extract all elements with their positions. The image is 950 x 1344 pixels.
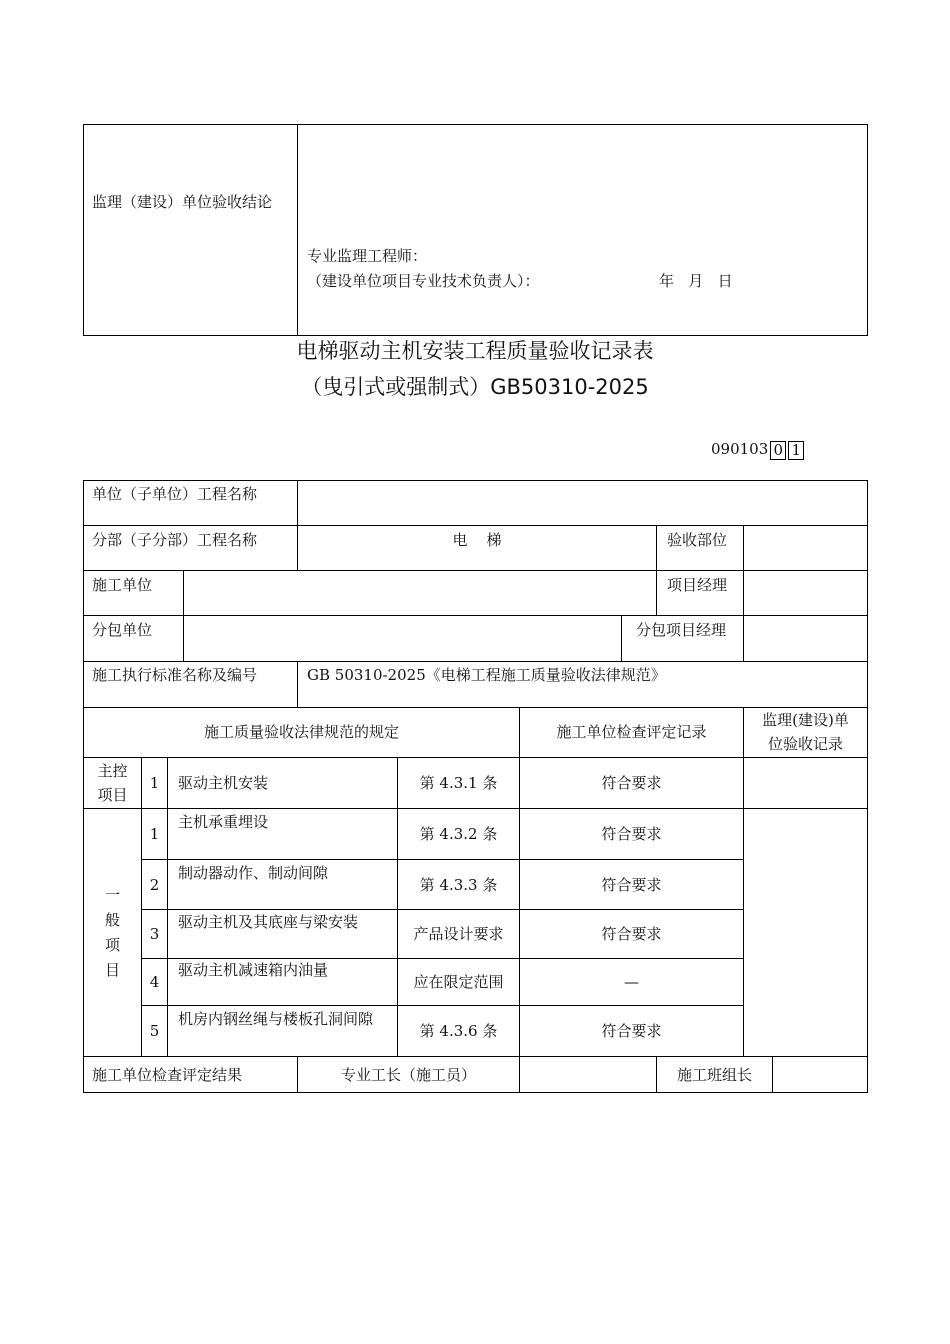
row-clause: 第 4.3.1 条 (419, 774, 498, 792)
general-items-group-char-1: 一 (104, 886, 120, 904)
row-result: 符合要求 (601, 876, 662, 894)
conclusion-label: 监理（建设）单位验收结论 (92, 193, 273, 211)
row-number: 1 (149, 774, 160, 792)
form-code-box-2: 1 (788, 441, 804, 460)
row-clause: 第 4.3.2 条 (419, 825, 498, 843)
team-leader-label: 施工班组长 (676, 1066, 752, 1084)
subcontractor-label: 分包单位 (92, 621, 153, 639)
sub-project-label: 分部（子分部）工程名称 (92, 531, 258, 549)
form-code-prefix: 090103 (711, 440, 769, 458)
result-label: 施工单位检查评定结果 (92, 1066, 243, 1084)
general-items-group-char-2: 般 (104, 911, 120, 929)
form-title: 电梯驱动主机安装工程质量验收记录表 (296, 339, 654, 363)
foreman-label: 专业工长（施工员） (340, 1066, 476, 1084)
main-items-group-label-1: 主控 (97, 762, 128, 780)
row-number: 3 (149, 925, 160, 943)
project-manager-label: 项目经理 (667, 576, 728, 594)
row-number: 1 (149, 825, 160, 843)
row-number: 4 (149, 973, 160, 991)
row-result: 符合要求 (601, 825, 662, 843)
row-item: 机房内钢丝绳与楼板孔洞间隙 (178, 1010, 374, 1028)
supervision-column-header-line2: 位验收记录 (767, 735, 843, 753)
unit-project-label: 单位（子单位）工程名称 (92, 485, 258, 503)
engineer-label: 专业监理工程师： (307, 247, 428, 265)
sub-project-value: 电 梯 (452, 531, 502, 549)
row-result: 符合要求 (601, 1022, 662, 1040)
row-clause: 应在限定范围 (413, 973, 504, 991)
owner-label: （建设单位项目专业技术负责人）： (307, 272, 540, 290)
spec-column-header: 施工质量验收法律规范的规定 (203, 723, 399, 741)
general-items-group-char-4: 目 (104, 961, 120, 979)
row-clause: 第 4.3.3 条 (419, 876, 498, 894)
row-result: 符合要求 (601, 925, 662, 943)
row-clause: 第 4.3.6 条 (419, 1022, 498, 1040)
row-item: 驱动主机减速箱内油量 (178, 961, 329, 979)
row-result: — (624, 973, 639, 991)
row-clause: 产品设计要求 (413, 925, 504, 943)
row-result: 符合要求 (601, 774, 662, 792)
acceptance-part-label: 验收部位 (667, 531, 728, 549)
form-code (711, 437, 804, 461)
standard-value: GB 50310-2025《电梯工程施工质量验收法律规范》 (307, 666, 666, 684)
general-items-group-char-3: 项 (104, 936, 120, 954)
form-subtitle: （曳引式或强制式）GB50310-2025 (301, 375, 649, 399)
constructor-label: 施工单位 (92, 576, 153, 594)
row-item: 驱动主机及其底座与梁安装 (178, 913, 359, 931)
main-items-group-label-2: 项目 (97, 786, 128, 804)
date-label: 年 月 日 (659, 272, 733, 290)
row-item: 制动器动作、制动间隙 (178, 864, 329, 882)
standard-label: 施工执行标准名称及编号 (92, 666, 258, 684)
row-number: 2 (149, 876, 160, 894)
form-code-box-1: 0 (770, 441, 786, 460)
sub-project-manager-label: 分包项目经理 (636, 621, 727, 639)
row-number: 5 (149, 1022, 160, 1040)
row-item: 驱动主机安装 (178, 774, 269, 792)
check-record-column-header: 施工单位检查评定记录 (556, 723, 707, 741)
row-item: 主机承重埋设 (178, 813, 269, 831)
supervision-column-header-line1: 监理(建设)单 (762, 711, 849, 729)
